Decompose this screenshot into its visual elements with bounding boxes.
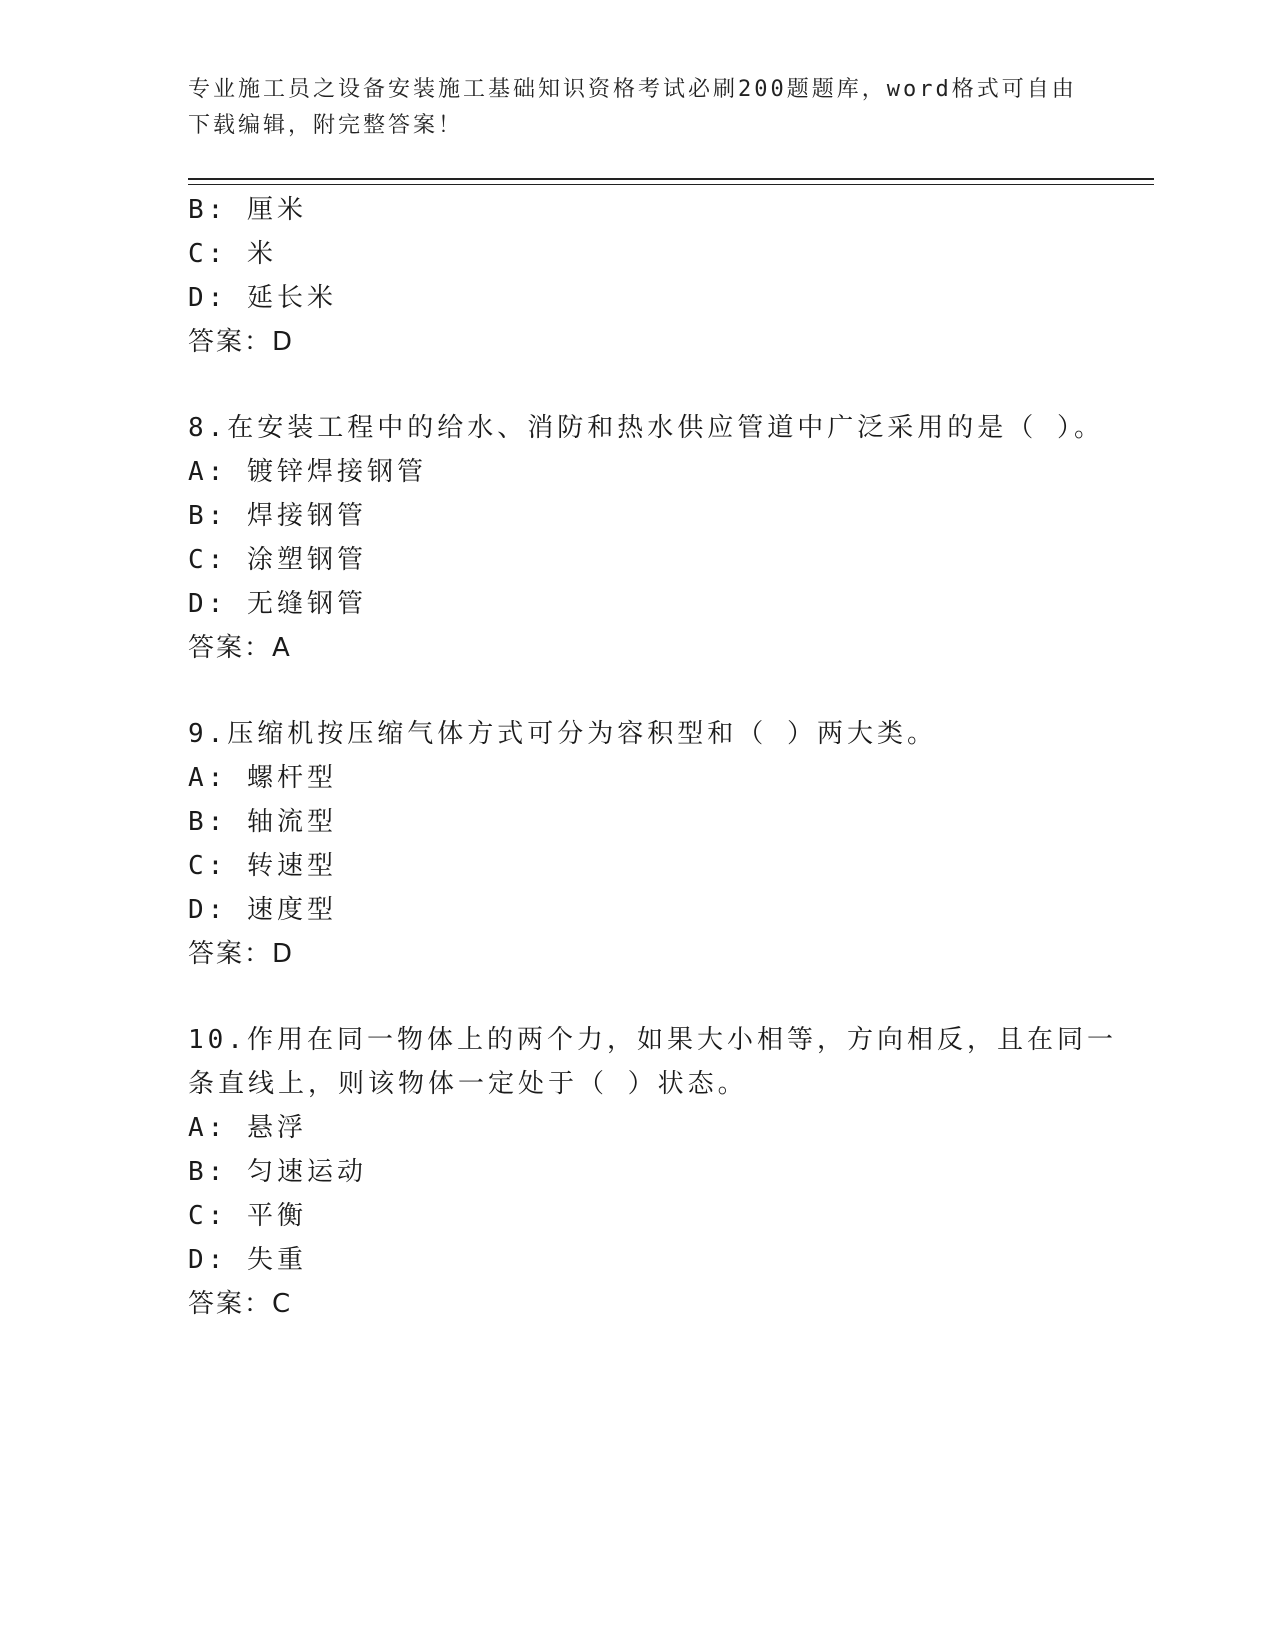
q8-option-c: C: 涂塑钢管 (188, 545, 367, 575)
q10-answer: 答案：C (188, 1289, 293, 1319)
q9-option-c: C: 转速型 (188, 851, 337, 881)
prev-option-c: C: 米 (188, 239, 277, 269)
prev-option-b: B: 厘米 (188, 195, 307, 225)
q8-option-d: D: 无缝钢管 (188, 589, 367, 619)
q8-option-a: A: 镀锌焊接钢管 (188, 457, 427, 487)
q9-answer: 答案：D (188, 939, 295, 969)
prev-option-d: D: 延长米 (188, 283, 337, 313)
q9-option-a: A: 螺杆型 (188, 763, 337, 793)
q10-option-a: A: 悬浮 (188, 1113, 307, 1143)
header-line-1: 专业施工员之设备安装施工基础知识资格考试必刷200题题库，word格式可自由 (188, 77, 1077, 102)
q9-option-b: B: 轴流型 (188, 807, 337, 837)
q9-question: 9.压缩机按压缩气体方式可分为容积型和（ ）两大类。 (188, 719, 937, 749)
q10-option-b: B: 匀速运动 (188, 1157, 367, 1187)
header-divider-thick (188, 178, 1154, 180)
q10-question-line-1: 10.作用在同一物体上的两个力，如果大小相等，方向相反，且在同一 (188, 1025, 1117, 1055)
q10-option-d: D: 失重 (188, 1245, 307, 1275)
q10-question-line-2: 条直线上，则该物体一定处于（ ）状态。 (188, 1069, 748, 1099)
q8-option-b: B: 焊接钢管 (188, 501, 367, 531)
q8-question: 8.在安装工程中的给水、消防和热水供应管道中广泛采用的是（ ）。 (188, 413, 1104, 443)
header-divider-thin (188, 184, 1154, 185)
q8-answer: 答案：A (188, 633, 292, 663)
q10-option-c: C: 平衡 (188, 1201, 307, 1231)
prev-answer: 答案：D (188, 327, 295, 357)
q9-option-d: D: 速度型 (188, 895, 337, 925)
header-line-2: 下载编辑，附完整答案！ (188, 113, 464, 138)
document-header (188, 72, 1088, 144)
